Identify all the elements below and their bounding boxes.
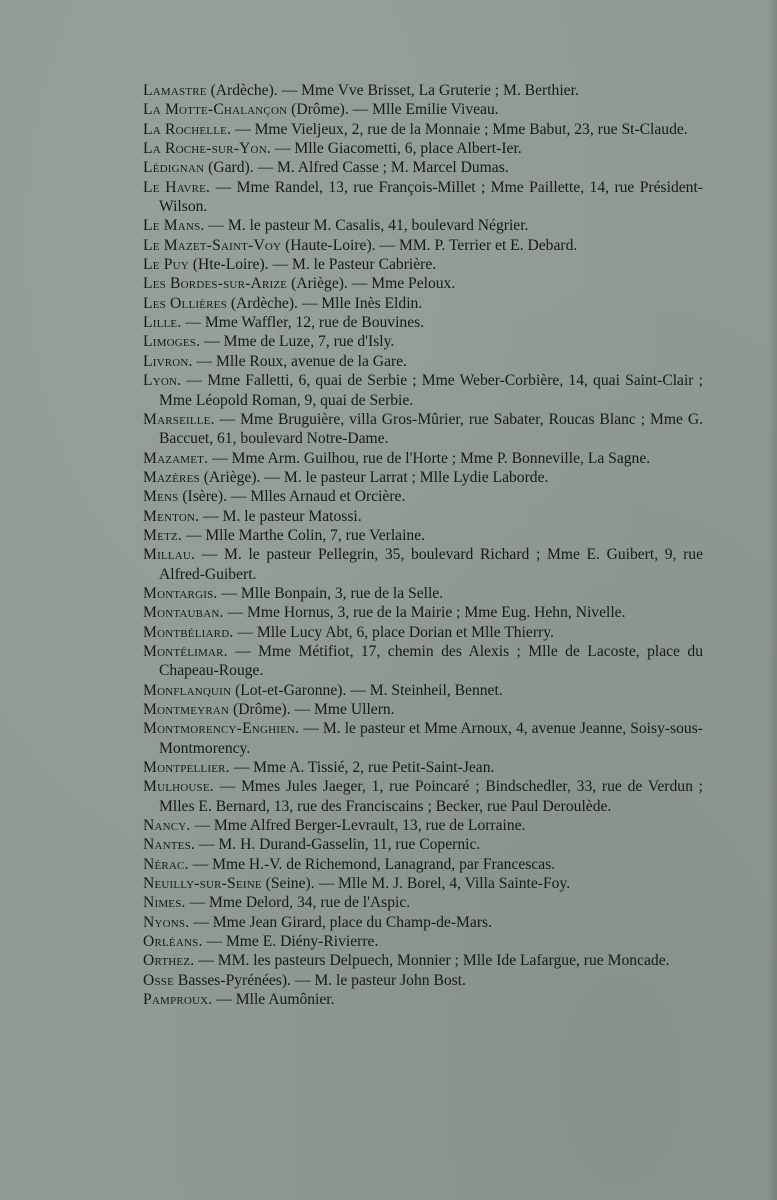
entry-text: — Mme Randel, 13, rue François-Millet ; Mme Paillette, 14, rue Président-Wilson. [159,178,703,216]
entry-text: — MM. les pasteurs Delpuech, Monnier ; Mlle Ide Lafargue, rue Moncade. [194,952,670,970]
entry-text: — Mlle Lucy Abt, 6, place Dorian et Mlle Thierry. [233,623,554,641]
list-entry [143,236,703,255]
place-name: Mazères [143,468,200,486]
entry-text: — M. H. Durand-Gasselin, 11, rue Copernic. [195,836,481,854]
entry-text: (Drôme). — Mlle Emilie Viveau. [287,101,499,119]
place-name: La Roche-sur-Yon. [143,140,271,158]
place-name: Lamastre [143,82,207,99]
place-name: Lille. [143,314,182,332]
entry-text: — Mmes Jules Jaeger, 1, rue Poincaré ; Bindschedler, 33, rue de Verdun ; Mlles E. Bernard, 13, rue des Franciscains ; Becker, rue Paul Deroulède. [159,778,703,815]
entry-text: — Mme Bruguière, villa Gros-Mûrier, rue Sabater, Roucas Blanc ; Mme G. Baccuet, 61, boulevard Notre-Dame. [159,410,703,448]
list-entry [143,313,703,332]
entry-text: — Mme Jean Girard, place du Champ-de-Mars. [189,913,492,931]
entry-text: — Mme A. Tissié, 2, rue Petit-Saint-Jean. [229,759,495,777]
place-name: Orthez. [143,952,195,970]
list-entry [143,893,703,912]
entry-text: — Mme Waffler, 12, rue de Bouvines. [181,314,425,332]
place-name: Mens [143,488,179,506]
list-entry [143,623,703,642]
place-name: Mulhouse. [143,778,214,796]
entry-text: — Mlle Marthe Colin, 7, rue Verlaine. [181,526,426,544]
entry-text: (Ariège). — Mme Peloux. [287,275,456,293]
list-entry [143,81,703,100]
list-entry [143,719,703,758]
place-name: Les Ollières [143,294,227,312]
list-entry [143,913,703,932]
place-name: Montauban. [143,604,224,622]
place-name: Montmeyran [143,701,230,718]
list-entry [143,642,703,681]
entry-text: Basses-Pyrénées). — M. le pasteur John Bost. [174,971,466,989]
place-name: Orléans. [143,933,203,951]
place-name: Lédignan [143,159,205,177]
entry-text: — Mme Métifiot, 17, chemin des Alexis ; Mlle de Lacoste, place du Chapeau-Rouge. [159,642,703,680]
entry-text: — Mme Falletti, 6, quai de Serbie ; Mme Weber-Corbière, 14, quai Saint-Clair ; Mme Léopold Roman, 9, quai de Serbie. [159,372,703,409]
place-name: La Motte-Chalançon [143,101,288,119]
place-name: Neuilly-sur-Seine [143,875,262,893]
entry-text: — Mme Vieljeux, 2, rue de la Monnaie ; Mme Babut, 23, rue St-Claude. [231,120,688,138]
entry-text: — Mme Arm. Guilhou, rue de l'Horte ; Mme P. Bonneville, La Sagne. [208,449,651,467]
place-name: Le Mazet-Saint-Voy [143,236,282,254]
list-entry [143,526,703,545]
list-entry [143,332,703,351]
entry-text: — M. le pasteur Pellegrin, 35, boulevard Richard ; Mme E. Guibert, 9, rue Alfred-Guibert. [159,546,703,583]
entry-text: (Ardèche). — Mlle Inès Eldin. [226,294,423,312]
entry-text: — Mme Alfred Berger-Levrault, 13, rue de Lorraine. [190,817,526,835]
list-entry [143,816,703,835]
list-entry [143,681,703,700]
place-name: Montbéliard. [143,623,234,641]
entry-text: — Mme E. Diény-Rivierre. [202,933,379,951]
entry-text: (Gard). — M. Alfred Casse ; M. Marcel Dumas. [204,159,509,177]
place-name: Millau. [143,546,196,564]
list-entry [143,874,703,893]
entry-text: — Mme Hornus, 3, rue de la Mairie ; Mme Eug. Hehn, Nivelle. [223,604,626,622]
list-entry [143,178,703,217]
entry-text: (Isère). — Mlles Arnaud et Orcière. [178,488,406,506]
list-entry [143,700,703,719]
list-entry [143,777,703,816]
place-name: Montpellier. [143,759,230,777]
place-name: Pamproux. [143,991,213,1009]
list-entry [143,158,703,177]
entry-text: — Mlle Aumônier. [212,991,335,1009]
place-name: Marseille. [143,410,215,428]
entry-text: (Hte-Loire). — M. le Pasteur Cabrière. [188,256,437,274]
place-name: Montmorency-Enghien. [143,720,300,738]
place-name: Nérac. [143,855,189,873]
place-name: Les Bordes-sur-Arize [143,275,288,293]
place-name: Livron. [143,352,193,370]
entry-text: — M. le pasteur M. Casalis, 41, boulevard Négrier. [204,217,529,235]
list-entry [143,855,703,874]
entry-text: — Mme H.-V. de Richemond, Lanagrand, par Francescas. [188,855,556,873]
list-entry [143,507,703,526]
place-name: Lyon. [143,372,182,390]
entry-text: (Lot-et-Garonne). — M. Steinheil, Bennet. [231,681,503,699]
place-name: Montélimar. [143,642,228,660]
list-entry [143,120,703,139]
entry-text: — Mlle Bonpain, 3, rue de la Selle. [217,584,444,602]
place-name: Le Puy [143,256,189,274]
list-entry [143,545,703,584]
list-entry [143,758,703,777]
place-name: Mazamet. [143,449,209,467]
place-name: Le Mans. [143,217,205,235]
place-name: Menton. [143,507,200,525]
list-entry [143,274,703,293]
entry-text: (Haute-Loire). — MM. P. Terrier et E. Debard. [281,236,578,254]
list-entry [143,487,703,506]
place-name: Limoges. [143,333,201,351]
entry-text: — M. le pasteur Matossi. [199,507,362,525]
list-entry [143,971,703,990]
place-name: Nyons. [143,913,190,931]
entry-text: — Mlle Giacometti, 6, place Albert-Ier. [270,140,522,158]
address-list [143,81,703,1010]
entry-text: — Mme Delord, 34, rue de l'Aspic. [185,894,411,912]
list-entry [143,932,703,951]
list-entry [143,603,703,622]
entry-text: — M. le pasteur et Mme Arnoux, 4, avenue Jeanne, Soisy-sous-Montmorency. [159,720,703,757]
place-name: Monflanquin [143,681,232,699]
list-entry [143,990,703,1009]
list-entry [143,294,703,313]
list-entry [143,139,703,158]
list-entry [143,449,703,468]
place-name: Le Havre. [143,178,211,196]
list-entry [143,255,703,274]
place-name: Nancy. [143,817,191,835]
entry-text: — Mme de Luze, 7, rue d'Isly. [200,333,395,351]
place-name: Montargis. [143,584,218,602]
entry-text: (Seine). — Mlle M. J. Borel, 4, Villa Sainte-Foy. [261,875,571,893]
entry-text: — Mlle Roux, avenue de la Gare. [192,352,408,370]
list-entry [143,352,703,371]
place-name: Metz. [143,526,182,544]
list-entry [143,468,703,487]
list-entry [143,584,703,603]
page-edge-shadow [767,0,777,1200]
entry-text: (Ardèche). — Mme Vve Brisset, La Gruterie ; M. Berthier. [206,82,579,99]
list-entry [143,835,703,854]
list-entry [143,371,703,410]
place-name: La Rochelle. [143,120,232,138]
list-entry [143,410,703,449]
place-name: Osse [143,971,175,989]
place-name: Nimes. [143,894,186,912]
place-name: Nantes. [143,836,196,854]
entry-text: (Ariège). — M. le pasteur Larrat ; Mlle Lydie Laborde. [199,468,549,486]
list-entry [143,216,703,235]
entry-text: (Drôme). — Mme Ullern. [229,701,395,718]
list-entry [143,100,703,119]
list-entry [143,951,703,970]
